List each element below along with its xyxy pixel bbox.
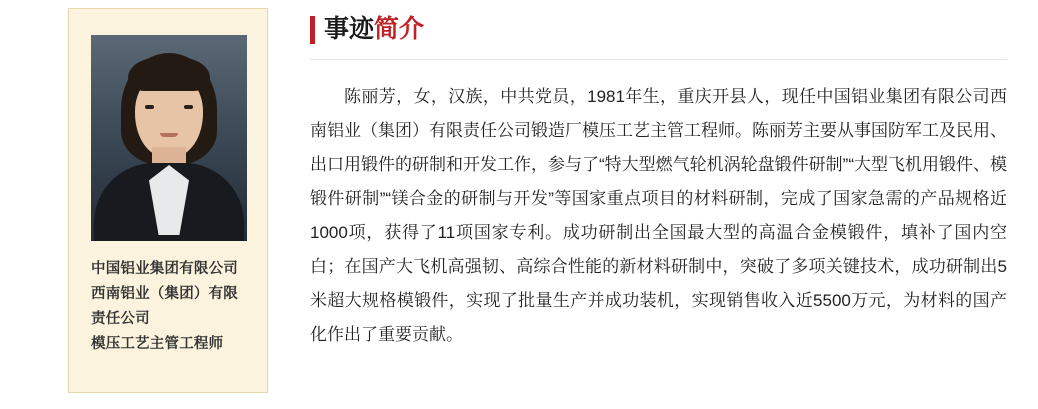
- section-title-accent: 简介: [374, 15, 425, 43]
- article-paragraph: 陈丽芳，女，汉族，中共党员，1981年生，重庆开县人，现任中国铝业集团有限公司西南铝业（集团）有限责任公司锻造厂模压工艺主管工程师。陈丽芳主要从事国防军工及民用、出口用锻件的研制和开发工作，参与了“特大型燃气轮机涡轮盘锻件研制”“大型飞机用锻件、模锻件研制”“镁合金的研制与开发”等国家重点项目的材料研制，完成了国家急需的产品规格近1000项，获得了11项国家专利。成功研制出全国最大型的高温合金模锻件，填补了国内空白；在国产大飞机高强韧、高综合性能的新材料研制中，突破了多项关键技术，成功研制出5米超大规格模锻件，实现了批量生产并成功装机，实现销售收入近5500万元，为材料的国产化作出了重要贡献。: [310, 87, 1007, 344]
- title-divider: [310, 59, 1007, 60]
- article-content: [310, 0, 1010, 352]
- portrait-illustration: [91, 35, 247, 241]
- article-body: [310, 80, 1007, 352]
- title-accent-bar: [310, 16, 315, 44]
- portrait-mouth: [160, 133, 178, 137]
- portrait-fringe: [128, 57, 210, 91]
- profile-caption: [91, 257, 253, 357]
- portrait-eye-right: [184, 105, 193, 109]
- portrait-eye-left: [145, 105, 154, 109]
- portrait-photo: [91, 35, 247, 241]
- profile-caption-line-1: 中国铝业集团有限公司: [91, 261, 238, 277]
- section-title: [310, 12, 1010, 60]
- profile-card: [68, 8, 268, 393]
- profile-caption-line-3: 责任公司: [91, 311, 150, 327]
- profile-caption-line-4: 模压工艺主管工程师: [91, 336, 224, 352]
- section-title-primary: 事迹: [324, 15, 375, 43]
- profile-caption-line-2: 西南铝业（集团）有限: [91, 286, 238, 302]
